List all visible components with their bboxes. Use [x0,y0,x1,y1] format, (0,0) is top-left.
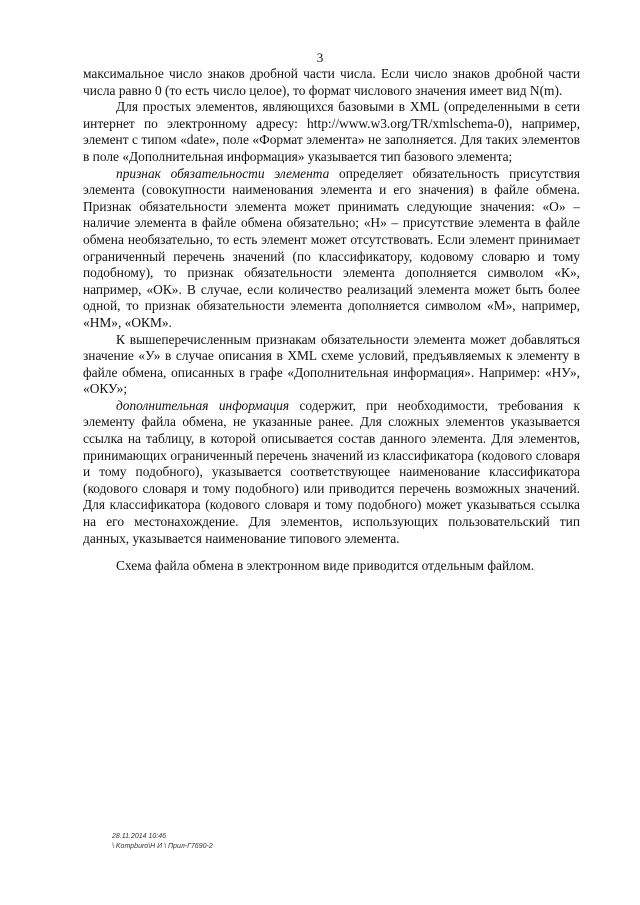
term-mandatory-flag: признак обязательности элемента [116,165,330,181]
paragraph-mandatory-flag [83,166,580,332]
additional-info-text: содержит, при необходимости, требования к элементу файла обмена, не указанные ранее. Для сложных элементов указывается ссылка на таблицу, в которой описывается состав данного элемента. Для элементов, принимающих ограниченный перечень значений из классификатора (кодового словаря и тому подобного), указывается соответствующее наименование классификатора (кодового словаря и тому подобного) или приводится перечень возможных значений. Для классификатора (кодового словаря и тому подобного) может указываться ссылка на его местонахождение. Для элементов, использующих пользовательский тип данных, указывается наименование типового элемента. [83,397,580,546]
term-additional-info: дополнительная информация [116,397,290,413]
page-number: 3 [316,50,324,65]
paragraph-simple-elements: Для простых элементов, являющихся базовыми в XML (определенными в сети интернет по электронному адресу: http://www.w3.org/TR/xmlschema-0), например, элемент с типом «date», поле «Формат элемента» не заполняется. Для таких элементов в поле «Дополнительная информация» указывается тип базового элемента; [83,99,580,164]
document-body [83,66,580,575]
paragraph-additional-info [83,398,580,547]
footer-stamp [112,832,213,852]
footer-file-path: \ Kompburo\Н И \ Прил-Г7690-2 [112,843,213,850]
footer-timestamp: 28.11.2014 10:46 [112,833,166,840]
paragraph-condition-flag: К вышеперечисленным признакам обязательности элемента может добавляться значение «У» в случае описания в XML схеме условий, предъявляемых к элементу в файле обмена, описанных в графе «Дополнительная информация». Например: «НУ», «ОКУ»; [83,331,580,397]
paragraph-number-format: максимальное число знаков дробной части числа. Если число знаков дробной части числа равно 0 (то есть число целое), то формат числового значения имеет вид N(m). [83,66,580,98]
paragraph-schema-file: Схема файла обмена в электронном виде приводится отдельным файлом. [116,558,535,574]
mandatory-flag-text: определяет обязательность присутствия элемента (совокупности наименования элемента и его значения) в файле обмена. Признак обязательности элемента может принимать следующие значения: «О» – наличие элемента в файле обмена обязательно; «Н» – присутствие элемента в файле обмена необязательно, то есть элемент может отсутствовать. Если элемент принимает ограниченный перечень значений (по классификатору, кодовому словарю и тому подобному), то признак обязательности элемента дополняется символом «К», например, «ОК». В случае, если количество реализаций элемента может быть более одной, то признак обязательности элемента дополняется символом «М», например, «НМ», «ОКМ». [83,165,581,330]
